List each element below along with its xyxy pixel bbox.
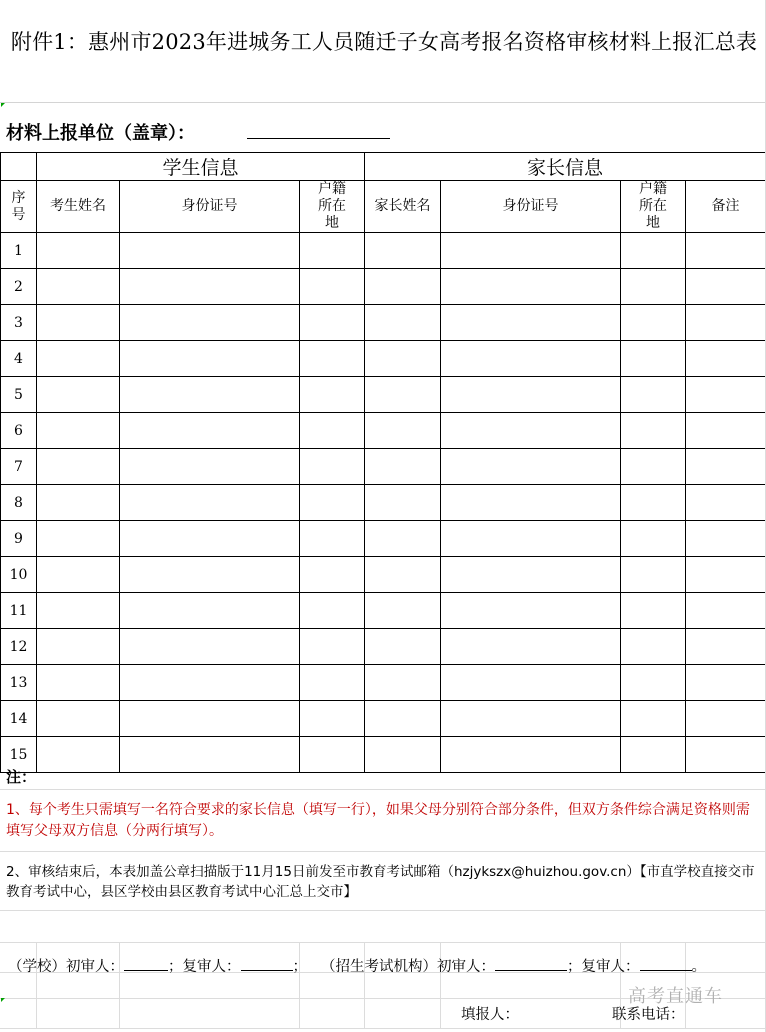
cell-corner-marker [1, 998, 5, 1002]
table-row [1, 413, 766, 449]
row-number: 14 [1, 701, 37, 737]
table-row [1, 377, 766, 413]
parent-id-cell[interactable] [441, 233, 621, 269]
parent-id-cell[interactable] [441, 737, 621, 773]
remark-cell[interactable] [686, 593, 766, 629]
parent-id-cell[interactable] [441, 413, 621, 449]
remark-cell[interactable] [686, 629, 766, 665]
table-row [1, 341, 766, 377]
parent-hukou-cell[interactable] [621, 665, 686, 701]
org-second-reviewer-blank[interactable] [640, 956, 692, 971]
school-first-reviewer-label: （学校）初审人： [8, 959, 124, 975]
parent-hukou-cell[interactable] [621, 305, 686, 341]
table-row [1, 233, 766, 269]
student-info-header: 学生信息 [37, 153, 365, 181]
remark-cell[interactable] [686, 521, 766, 557]
parent-name-cell[interactable] [365, 305, 441, 341]
student-hukou-cell[interactable] [300, 377, 365, 413]
row-number: 11 [1, 593, 37, 629]
parent-name-cell[interactable] [365, 701, 441, 737]
table-row [1, 593, 766, 629]
org-second-reviewer-label: 复审人： [581, 959, 640, 975]
parent-hukou-cell[interactable] [621, 233, 686, 269]
student-hukou-cell[interactable] [300, 701, 365, 737]
parent-id-cell[interactable] [441, 629, 621, 665]
note-1: 1、每个考生只需填写一名符合要求的家长信息（填写一行），如果父母分别符合部分条件，但双方条件综合满足资格则需填写父母双方信息（分两行填写）。 [6, 802, 750, 839]
parent-hukou-cell[interactable] [621, 737, 686, 773]
row-number: 6 [1, 413, 37, 449]
col-remark: 备注 [686, 181, 766, 233]
student-hukou-cell[interactable] [300, 233, 365, 269]
row-number: 8 [1, 485, 37, 521]
remark-cell[interactable] [686, 269, 766, 305]
parent-name-cell[interactable] [365, 629, 441, 665]
table-row [1, 449, 766, 485]
student-id-cell[interactable] [120, 269, 300, 305]
student-id-cell[interactable] [120, 305, 300, 341]
separator: ； [567, 959, 582, 975]
remark-cell[interactable] [686, 377, 766, 413]
remark-cell[interactable] [686, 557, 766, 593]
col-parent-hukou: 户籍所在地 [621, 181, 686, 233]
col-student-name: 考生姓名 [37, 181, 120, 233]
remark-cell[interactable] [686, 449, 766, 485]
student-name-cell[interactable] [37, 233, 120, 269]
row-number: 13 [1, 665, 37, 701]
parent-id-cell[interactable] [441, 269, 621, 305]
student-id-cell[interactable] [120, 521, 300, 557]
student-name-cell[interactable] [37, 737, 120, 773]
parent-id-cell[interactable] [441, 521, 621, 557]
student-hukou-cell[interactable] [300, 629, 365, 665]
parent-name-cell[interactable] [365, 557, 441, 593]
row-number: 12 [1, 629, 37, 665]
student-id-cell[interactable] [120, 413, 300, 449]
parent-name-cell[interactable] [365, 737, 441, 773]
sheet-gridline [0, 1028, 766, 1029]
student-hukou-cell[interactable] [300, 521, 365, 557]
org-first-reviewer-blank[interactable] [495, 956, 567, 971]
table-row [1, 305, 766, 341]
student-hukou-cell[interactable] [300, 485, 365, 521]
remark-cell[interactable] [686, 341, 766, 377]
student-id-cell[interactable] [120, 341, 300, 377]
col-parent-id: 身份证号 [441, 181, 621, 233]
cell-corner-marker [1, 103, 5, 107]
school-second-reviewer-blank[interactable] [241, 956, 293, 971]
student-name-cell[interactable] [37, 629, 120, 665]
parent-name-cell[interactable] [365, 665, 441, 701]
parent-id-cell[interactable] [441, 305, 621, 341]
student-name-cell[interactable] [37, 377, 120, 413]
col-seq: 序号 [1, 181, 37, 233]
student-id-cell[interactable] [120, 485, 300, 521]
row-number: 1 [1, 233, 37, 269]
student-hukou-cell[interactable] [300, 593, 365, 629]
parent-name-cell[interactable] [365, 521, 441, 557]
row-number: 10 [1, 557, 37, 593]
end-mark: 。 [691, 959, 706, 975]
remark-cell[interactable] [686, 701, 766, 737]
remark-cell[interactable] [686, 413, 766, 449]
row-number: 9 [1, 521, 37, 557]
col-parent-name: 家长姓名 [365, 181, 441, 233]
parent-name-cell[interactable] [365, 269, 441, 305]
student-name-cell[interactable] [37, 485, 120, 521]
col-student-hukou: 户籍所在地 [300, 181, 365, 233]
parent-name-cell[interactable] [365, 593, 441, 629]
parent-name-cell[interactable] [365, 485, 441, 521]
page-title: 附件1：惠州市2023年进城务工人员随迁子女高考报名资格审核材料上报汇总表 [10, 30, 758, 54]
student-name-cell[interactable] [37, 341, 120, 377]
student-id-cell[interactable] [120, 557, 300, 593]
student-id-cell[interactable] [120, 233, 300, 269]
student-name-cell[interactable] [37, 413, 120, 449]
parent-hukou-cell[interactable] [621, 557, 686, 593]
row-number: 5 [1, 377, 37, 413]
parent-name-cell[interactable] [365, 449, 441, 485]
student-name-cell[interactable] [37, 701, 120, 737]
student-name-cell[interactable] [37, 593, 120, 629]
row-number: 3 [1, 305, 37, 341]
parent-hukou-cell[interactable] [621, 413, 686, 449]
parent-hukou-cell[interactable] [621, 629, 686, 665]
parent-id-cell[interactable] [441, 377, 621, 413]
note-2: 2、审核结束后，本表加盖公章扫描版于11月15日前发至市教育考试邮箱（hzjykszx@huizhou.gov.cn）【市直学校直接交市教育考试中心，县区学校由县区教育考试中心汇总上交市】 [6, 864, 755, 900]
table-row [1, 521, 766, 557]
watermark-text: 高考直通车 [628, 986, 723, 1007]
seq-group-spacer [1, 153, 37, 181]
parent-hukou-cell[interactable] [621, 593, 686, 629]
parent-hukou-cell[interactable] [621, 341, 686, 377]
student-hukou-cell[interactable] [300, 305, 365, 341]
student-id-cell[interactable] [120, 629, 300, 665]
parent-hukou-cell[interactable] [621, 521, 686, 557]
row-number: 15 [1, 737, 37, 773]
table-row [1, 629, 766, 665]
parent-name-cell[interactable] [365, 233, 441, 269]
remark-cell[interactable] [686, 305, 766, 341]
parent-info-header: 家长信息 [365, 153, 766, 181]
table-row [1, 485, 766, 521]
parent-hukou-cell[interactable] [621, 269, 686, 305]
table-row [1, 701, 766, 737]
parent-hukou-cell[interactable] [621, 485, 686, 521]
student-hukou-cell[interactable] [300, 341, 365, 377]
student-id-cell[interactable] [120, 377, 300, 413]
unit-label: 材料上报单位（盖章）： [6, 123, 195, 144]
student-hukou-cell[interactable] [300, 557, 365, 593]
filler-label: 填报人： [461, 1007, 519, 1023]
parent-hukou-cell[interactable] [621, 701, 686, 737]
parent-hukou-cell[interactable] [621, 377, 686, 413]
row-number: 7 [1, 449, 37, 485]
separator: ； [292, 959, 307, 975]
notes-heading: 注： [6, 768, 37, 786]
row-number: 4 [1, 341, 37, 377]
student-name-cell[interactable] [37, 269, 120, 305]
parent-id-cell[interactable] [441, 341, 621, 377]
student-hukou-cell[interactable] [300, 269, 365, 305]
student-hukou-cell[interactable] [300, 665, 365, 701]
school-second-reviewer-label: 复审人： [182, 959, 241, 975]
parent-name-cell[interactable] [365, 341, 441, 377]
student-id-cell[interactable] [120, 737, 300, 773]
student-id-cell[interactable] [120, 701, 300, 737]
student-id-cell[interactable] [120, 449, 300, 485]
parent-id-cell[interactable] [441, 557, 621, 593]
unit-blank-line[interactable] [247, 138, 390, 139]
table-row [1, 737, 766, 773]
table-row [1, 665, 766, 701]
remark-cell[interactable] [686, 665, 766, 701]
school-first-reviewer-blank[interactable] [124, 956, 168, 971]
remark-cell[interactable] [686, 737, 766, 773]
parent-id-cell[interactable] [441, 701, 621, 737]
phone-label: 联系电话： [612, 1007, 685, 1023]
student-name-cell[interactable] [37, 521, 120, 557]
parent-name-cell[interactable] [365, 413, 441, 449]
reviewer-row [8, 955, 706, 976]
student-id-cell[interactable] [120, 593, 300, 629]
org-first-reviewer-label: （招生考试机构）初审人： [321, 959, 495, 975]
student-hukou-cell[interactable] [300, 737, 365, 773]
student-hukou-cell[interactable] [300, 413, 365, 449]
col-student-id: 身份证号 [120, 181, 300, 233]
sheet-gridline [0, 942, 766, 943]
parent-id-cell[interactable] [441, 665, 621, 701]
student-hukou-cell[interactable] [300, 449, 365, 485]
separator: ； [168, 959, 183, 975]
summary-table [0, 152, 766, 773]
row-number: 2 [1, 269, 37, 305]
parent-name-cell[interactable] [365, 377, 441, 413]
student-name-cell[interactable] [37, 665, 120, 701]
parent-id-cell[interactable] [441, 485, 621, 521]
remark-cell[interactable] [686, 485, 766, 521]
sheet-gridline [0, 910, 766, 911]
student-name-cell[interactable] [37, 305, 120, 341]
table-row [1, 269, 766, 305]
parent-hukou-cell[interactable] [621, 449, 686, 485]
parent-id-cell[interactable] [441, 593, 621, 629]
sheet-gridline [0, 789, 766, 790]
table-row [1, 557, 766, 593]
student-id-cell[interactable] [120, 665, 300, 701]
student-name-cell[interactable] [37, 449, 120, 485]
parent-id-cell[interactable] [441, 449, 621, 485]
remark-cell[interactable] [686, 233, 766, 269]
student-name-cell[interactable] [37, 557, 120, 593]
sheet-gridline [0, 851, 766, 852]
